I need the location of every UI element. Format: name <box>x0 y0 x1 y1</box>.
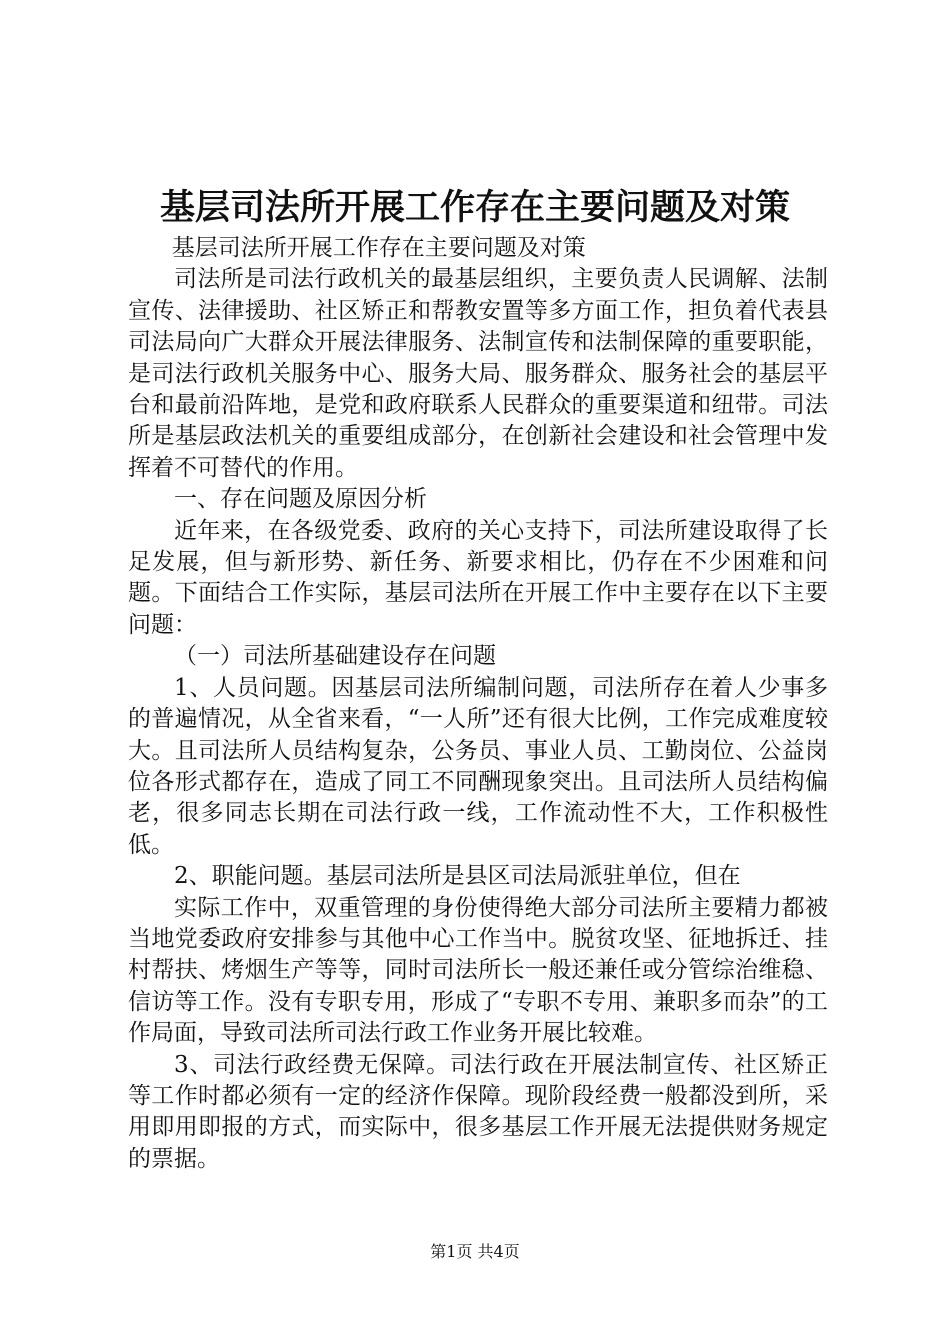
section-heading: 一、存在问题及原因分析 <box>174 486 427 513</box>
item-2-continuation-paragraph: 实际工作中，双重管理的身份使得绝大部分司法所主要精力都被当地党委政府安排参与其他中心工作当中。脱贫攻坚、征地拆迁、挂村帮扶、烤烟生产等等，同时司法所长一般还兼任或分管综治维稳、信访等工作。没有专职专用，形成了“专职不专用、兼职多而杂”的工作局面，导致司法所司法行政工作业务开展比较难。 <box>128 894 828 1047</box>
subtitle-paragraph: 基层司法所开展工作存在主要问题及对策 <box>171 235 586 261</box>
page-footer: 第1页 共4页 <box>430 1242 520 1261</box>
document-body <box>128 233 828 1175</box>
section-paragraph: 近年来，在各级党委、政府的关心支持下，司法所建设取得了长足发展，但与新形势、新任务、新要求相比，仍存在不少困难和问题。下面结合工作实际，基层司法所在开展工作中主要存在以下主要问题： <box>128 517 828 638</box>
item-2-paragraph: 2、职能问题。基层司法所是县区司法局派驻单位，但在 <box>174 863 741 890</box>
subsection-heading: （一）司法所基础建设存在问题 <box>174 643 496 670</box>
document-title: 基层司法所开展工作存在主要问题及对策 <box>159 187 790 228</box>
item-1-paragraph: 1、人员问题。因基层司法所编制问题，司法所存在着人少事多的普遍情况，从全省来看，“一人所”还有很大比例，工作完成难度较大。且司法所人员结构复杂，公务员、事业人员、工勤岗位、公益岗位各形式都存在，造成了同工不同酬现象突出。且司法所人员结构偏老，很多同志长期在司法行政一线，工作流动性不大，工作积极性低。 <box>128 674 828 858</box>
intro-paragraph: 司法所是司法行政机关的最基层组织，主要负责人民调解、法制宣传、法律援助、社区矫正和帮教安置等多方面工作，担负着代表县司法局向广大群众开展法律服务、法制宣传和法制保障的重要职能，是司法行政机关服务中心、服务大局、服务群众、服务社会的基层平台和最前沿阵地，是党和政府联系人民群众的重要渠道和纽带。司法所是基层政法机关的重要组成部分，在创新社会建设和社会管理中发挥着不可替代的作用。 <box>128 266 828 481</box>
item-3-paragraph: 3、司法行政经费无保障。司法行政在开展法制宣传、社区矫正等工作时都必须有一定的经济作保障。现阶段经费一般都没到所，采用即用即报的方式，而实际中，很多基层工作开展无法提供财务规定的票据。 <box>128 1051 828 1172</box>
